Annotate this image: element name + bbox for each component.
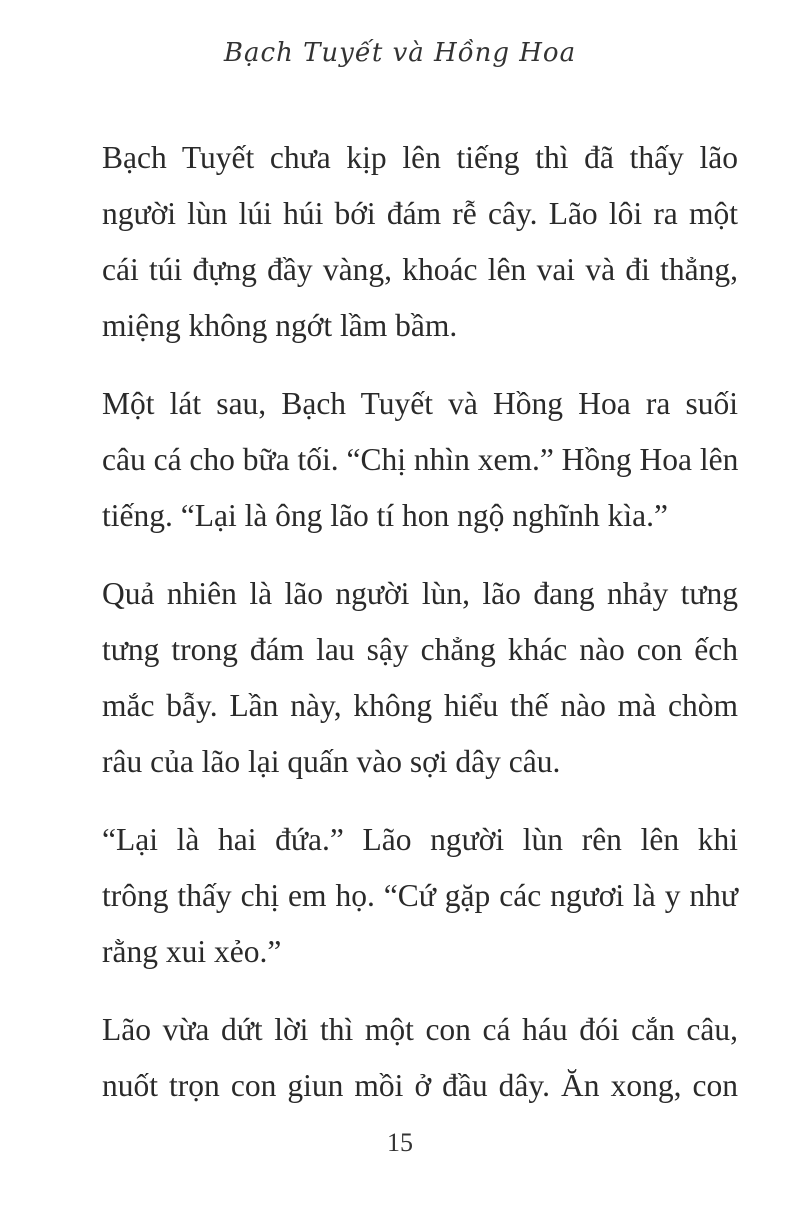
text-line: câu cá cho bữa tối. “Chị nhìn xem.” Hồng Hoa lên (102, 442, 739, 477)
text-line: cái túi đựng đầy vàng, khoác lên vai và đi thẳng, (102, 252, 738, 287)
text-line: rằng xui xẻo.” (102, 934, 282, 969)
text-line: trông thấy chị em họ. “Cứ gặp các ngươi là y như (102, 878, 738, 913)
paragraph (102, 1002, 738, 1114)
paragraph (102, 812, 738, 980)
text-line: Quả nhiên là lão người lùn, lão đang nhảy tưng (102, 576, 738, 611)
text-line: nuốt trọn con giun mồi ở đầu dây. Ăn xong, con (102, 1068, 738, 1103)
text-line: “Lại là hai đứa.” Lão người lùn rên lên khi (102, 822, 738, 857)
text-line: người lùn lúi húi bới đám rễ cây. Lão lôi ra một (102, 196, 738, 231)
running-header-title: Bạch Tuyết và Hồng Hoa (223, 38, 577, 68)
text-line: râu của lão lại quấn vào sợi dây câu. (102, 744, 561, 779)
paragraph (102, 566, 738, 790)
page-number: 15 (387, 1128, 413, 1157)
text-line: Bạch Tuyết chưa kịp lên tiếng thì đã thấy lão (102, 140, 738, 175)
text-line: Lão vừa dứt lời thì một con cá háu đói cắn câu, (102, 1012, 738, 1047)
text-line: mắc bẫy. Lần này, không hiểu thế nào mà chòm (102, 688, 738, 723)
body-text (102, 130, 738, 1136)
text-line: miệng không ngớt lầm bầm. (102, 308, 458, 343)
paragraph (102, 376, 738, 544)
text-line: tiếng. “Lại là ông lão tí hon ngộ nghĩnh kìa.” (102, 498, 669, 533)
text-line: tưng trong đám lau sậy chẳng khác nào con ếch (102, 632, 738, 667)
paragraph (102, 130, 738, 354)
text-line: Một lát sau, Bạch Tuyết và Hồng Hoa ra suối (102, 386, 738, 421)
